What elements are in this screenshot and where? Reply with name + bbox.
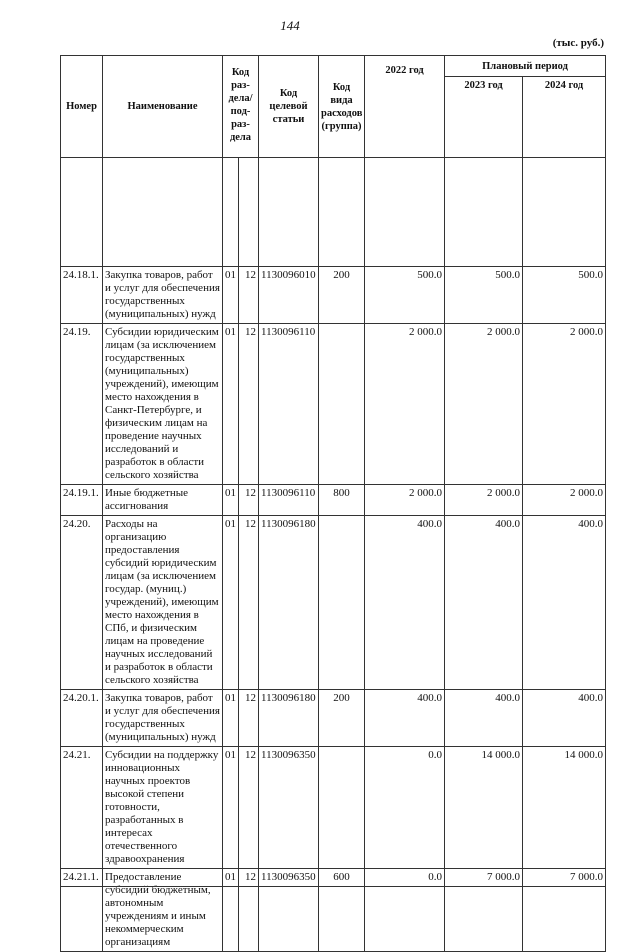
row-podrazdel: 12: [239, 485, 259, 516]
header-year-2023: 2023 год: [445, 77, 523, 158]
page-bottom-rule: [60, 886, 605, 887]
row-number: 24.19.1.: [61, 485, 103, 516]
row-number: 24.21.1.: [61, 869, 103, 952]
row-2023: 2 000.0: [445, 485, 523, 516]
table-row: [61, 267, 606, 324]
row-podrazdel: 12: [239, 869, 259, 952]
row-podrazdel: 12: [239, 747, 259, 869]
row-name: Предоставление субсидий бюджетным, автономным учреждениям и иным некоммерческим организациям: [103, 869, 223, 952]
header-kod-stati: Код целевой статьи: [259, 56, 319, 158]
row-2022: 500.0: [365, 267, 445, 324]
row-podrazdel: 12: [239, 324, 259, 485]
header-planned-period: Плановый период: [445, 56, 606, 77]
row-target-article: 1130096010: [259, 267, 319, 324]
row-podrazdel: 12: [239, 267, 259, 324]
row-expense-type: 200: [319, 267, 365, 324]
row-razdel: 01: [223, 485, 239, 516]
header-kod-razdela: Код раз-дела/ под-раз-дела: [223, 56, 259, 158]
row-2024: 2 000.0: [523, 324, 606, 485]
row-2024: 2 000.0: [523, 485, 606, 516]
row-2023: 400.0: [445, 690, 523, 747]
row-number: 24.19.: [61, 324, 103, 485]
row-2022: 2 000.0: [365, 485, 445, 516]
row-name: Расходы на организацию предоставления субсидий юридическим лицам (за исключением государ. (муниц.) учреждений), имеющим место нахождения в СПб, и физическим лицам на проведение научных исследований и разработок в области сельского хозяйства: [103, 516, 223, 690]
row-razdel: 01: [223, 516, 239, 690]
row-2023: 500.0: [445, 267, 523, 324]
row-razdel: 01: [223, 747, 239, 869]
row-2024: 7 000.0: [523, 869, 606, 952]
row-name: Иные бюджетные ассигнования: [103, 485, 223, 516]
header-kod-vida: Код вида расходов (группа): [319, 56, 365, 158]
table-row: [61, 324, 606, 485]
table-row: [61, 516, 606, 690]
row-expense-type: 800: [319, 485, 365, 516]
row-expense-type: [319, 324, 365, 485]
row-2022: 400.0: [365, 516, 445, 690]
row-podrazdel: 12: [239, 690, 259, 747]
row-expense-type: [319, 516, 365, 690]
row-target-article: 1130096350: [259, 747, 319, 869]
header-name: Наименование: [103, 56, 223, 158]
row-name: Субсидии на поддержку инновационных научных проектов высокой степени готовности, разработанных в интересах отечественного здравоохранения: [103, 747, 223, 869]
row-target-article: 1130096110: [259, 485, 319, 516]
units-label: (тыс. руб.): [552, 37, 604, 49]
header-year-2024: 2024 год: [523, 77, 606, 158]
row-target-article: 1130096110: [259, 324, 319, 485]
header-spacer-row: [61, 158, 606, 267]
row-name: Закупка товаров, работ и услуг для обеспечения государственных (муниципальных) нужд: [103, 267, 223, 324]
header-year-2022: 2022 год: [365, 56, 445, 158]
row-number: 24.18.1.: [61, 267, 103, 324]
table-row: [61, 690, 606, 747]
row-2022: 0.0: [365, 869, 445, 952]
row-name: Закупка товаров, работ и услуг для обеспечения государственных (муниципальных) нужд: [103, 690, 223, 747]
row-razdel: 01: [223, 690, 239, 747]
row-number: 24.20.: [61, 516, 103, 690]
table-row: [61, 747, 606, 869]
row-2024: 14 000.0: [523, 747, 606, 869]
row-2024: 400.0: [523, 516, 606, 690]
row-target-article: 1130096180: [259, 516, 319, 690]
row-2023: 14 000.0: [445, 747, 523, 869]
table-row: [61, 485, 606, 516]
row-expense-type: 200: [319, 690, 365, 747]
row-number: 24.21.: [61, 747, 103, 869]
row-2024: 500.0: [523, 267, 606, 324]
row-podrazdel: 12: [239, 516, 259, 690]
row-name: Субсидии юридическим лицам (за исключением государственных (муниципальных) учреждений), имеющим место нахождения в Санкт-Петербурге, и физическим лицам на проведение научных исследований и разработок в области сельского хозяйства: [103, 324, 223, 485]
row-expense-type: [319, 747, 365, 869]
row-2024: 400.0: [523, 690, 606, 747]
row-2023: 2 000.0: [445, 324, 523, 485]
row-2022: 0.0: [365, 747, 445, 869]
row-2022: 2 000.0: [365, 324, 445, 485]
row-number: 24.20.1.: [61, 690, 103, 747]
row-target-article: 1130096350: [259, 869, 319, 952]
table-row: [61, 869, 606, 952]
row-target-article: 1130096180: [259, 690, 319, 747]
page-number: 144: [280, 18, 300, 33]
budget-table: [60, 55, 606, 952]
row-2023: 7 000.0: [445, 869, 523, 952]
row-2023: 400.0: [445, 516, 523, 690]
row-razdel: 01: [223, 869, 239, 952]
row-expense-type: 600: [319, 869, 365, 952]
row-2022: 400.0: [365, 690, 445, 747]
header-number: Номер: [61, 56, 103, 158]
row-razdel: 01: [223, 267, 239, 324]
row-razdel: 01: [223, 324, 239, 485]
budget-rows: [61, 158, 606, 952]
